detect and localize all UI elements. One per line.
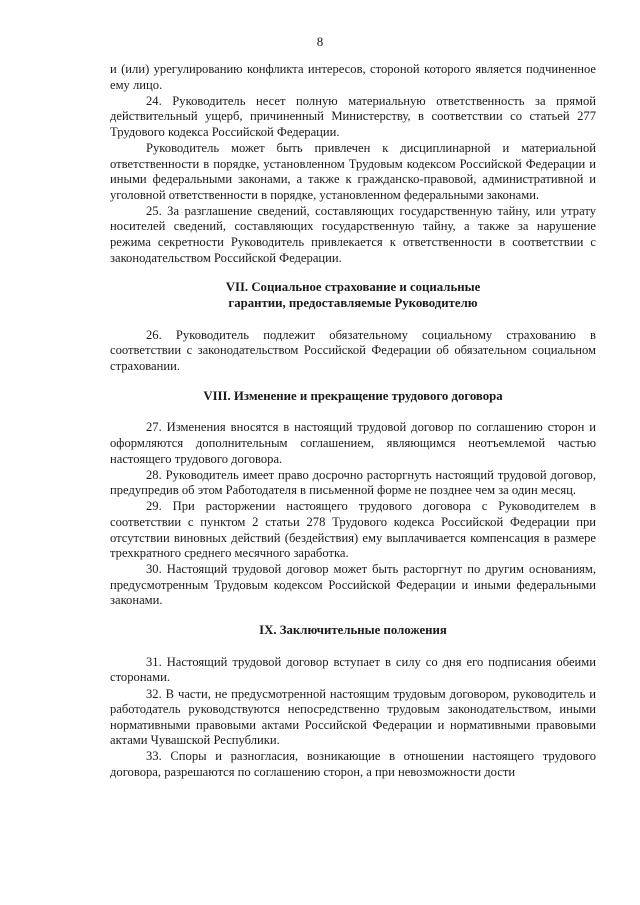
section-heading-vii-line-2: гарантии, предоставляемые Руководителю <box>228 296 478 311</box>
paragraph-30: 30. Настоящий трудовой договор может быть расторгнут по другим основаниям, предусмотренным Трудовым кодексом Российской Федерации и иными федеральными законами. <box>110 562 596 608</box>
section-heading-ix <box>110 623 596 639</box>
paragraph-33: 33. Споры и разногласия, возникающие в отношении настоящего трудового договора, разрешаются по соглашению сторон, а при невозможности дости <box>110 749 596 779</box>
page-number: 8 <box>316 34 324 49</box>
paragraph-24-liability: Руководитель может быть привлечен к дисциплинарной и материальной ответственности в порядке, установленном Трудовым кодексом Российской Федерации и иными федеральными законами, а также к гражданско-правовой, административной и уголовной ответственности в порядке, установленном федеральными законами. <box>110 140 596 202</box>
section-heading-viii-line-1: VIII. Изменение и прекращение трудового договора <box>203 388 503 403</box>
paragraph-25: 25. За разглашение сведений, составляющих государственную тайну, или утрату носителей сведений, составляющих государственную тайну, а также за нарушение режима секретности Руководитель привлекается к ответственности в соответствии с законодательством Российской Федерации. <box>110 203 596 265</box>
document-body <box>110 62 596 781</box>
section-heading-vii-line-1: VII. Социальное страхование и социальные <box>225 280 481 295</box>
section-heading-vii <box>110 280 596 312</box>
paragraph-26: 26. Руководитель подлежит обязательному социальному страхованию в соответствии с законодательством Российской Федерации об обязательном социальном страховании. <box>110 327 596 373</box>
section-heading-viii <box>110 389 596 405</box>
section-heading-ix-line-1: IX. Заключительные положения <box>259 623 447 638</box>
paragraph-28: 28. Руководитель имеет право досрочно расторгнуть настоящий трудовой договор, предупредив об этом Работодателя в письменной форме не позднее чем за один месяц. <box>110 467 596 498</box>
paragraph-32: 32. В части, не предусмотренной настоящим трудовым договором, руководитель и работодатель руководствуются непосредственно трудовым законодательством, иными нормативными правовыми актами Российской Федерации и нормативными правовыми актами Чувашской Республики. <box>110 686 596 748</box>
paragraph-29: 29. При расторжении настоящего трудового договора с Руководителем в соответствии с пунктом 2 статьи 278 Трудового кодекса Российской Федерации при отсутствии виновных действий (бездействия) ему выплачивается компенсация в размере трехкратного среднего месячного заработка. <box>110 499 596 561</box>
paragraph-24: 24. Руководитель несет полную материальную ответственность за прямой действительный ущерб, причиненный Министерству, в соответствии со статьей 277 Трудового кодекса Российской Федерации. <box>110 93 596 139</box>
paragraph-continuation: и (или) урегулированию конфликта интересов, стороной которого является подчиненное ему лицо. <box>110 62 596 92</box>
paragraph-27: 27. Изменения вносятся в настоящий трудовой договор по соглашению сторон и оформляются дополнительным соглашением, являющимся неотъемлемой частью настоящего трудового договора. <box>110 420 596 466</box>
paragraph-31: 31. Настоящий трудовой договор вступает в силу со дня его подписания обеими сторонами. <box>110 654 596 685</box>
